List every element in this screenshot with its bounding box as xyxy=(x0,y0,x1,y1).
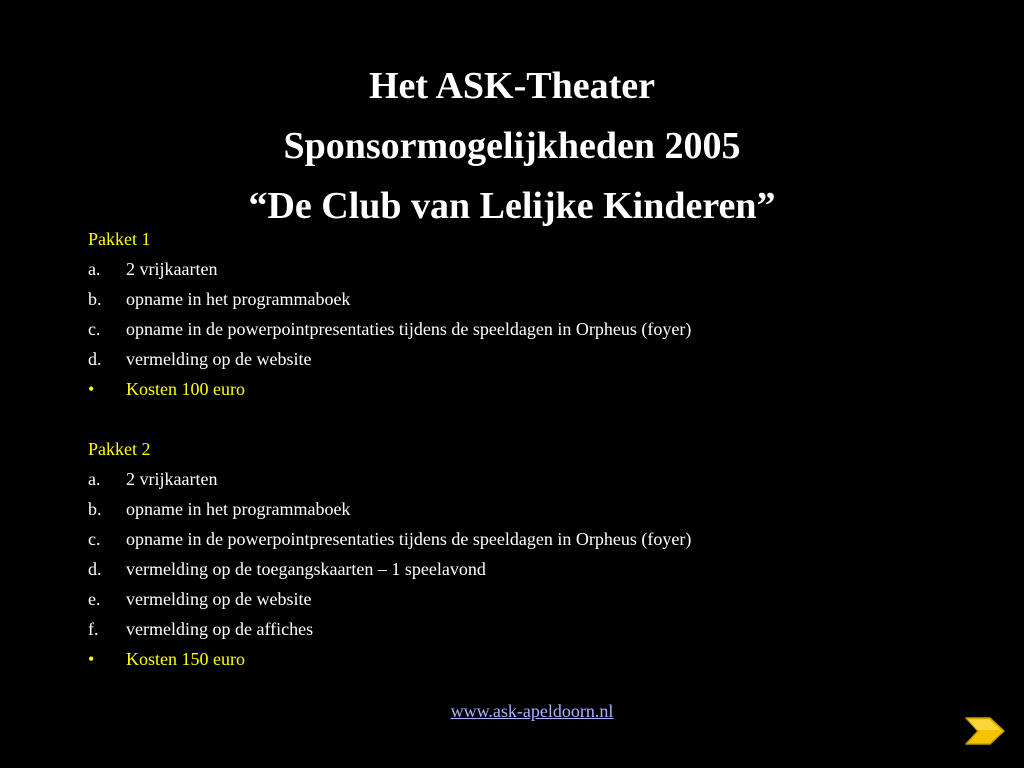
pakket-1-heading: Pakket 1 xyxy=(88,229,151,249)
website-link[interactable]: www.ask-apeldoorn.nl xyxy=(450,701,614,721)
list-marker: a. xyxy=(88,259,101,279)
pakket-1-cost xyxy=(88,374,988,404)
pakket-2-cost xyxy=(88,644,988,674)
list-item-text: opname in de powerpointpresentaties tijdens de speeldagen in Orpheus (foyer) xyxy=(126,319,692,339)
next-slide-button[interactable] xyxy=(964,716,1006,746)
list-item xyxy=(88,284,988,314)
title-line-1: Het ASK-Theater xyxy=(368,65,655,107)
list-marker: b. xyxy=(88,499,102,519)
list-item xyxy=(88,464,988,494)
list-item xyxy=(88,584,988,614)
list-item-text: 2 vrijkaarten xyxy=(126,469,218,489)
list-item xyxy=(88,614,988,644)
list-marker: b. xyxy=(88,289,102,309)
cost-text: Kosten 150 euro xyxy=(126,649,245,669)
pakket-2-heading: Pakket 2 xyxy=(88,439,151,459)
list-item xyxy=(88,314,988,344)
footer xyxy=(0,698,1024,724)
list-item-text: opname in het programmaboek xyxy=(126,289,351,309)
list-item xyxy=(88,524,988,554)
list-marker: e. xyxy=(88,589,101,609)
list-item-text: vermelding op de website xyxy=(126,589,312,609)
list-item-text: opname in de powerpointpresentaties tijdens de speeldagen in Orpheus (foyer) xyxy=(126,529,692,549)
bullet-icon: • xyxy=(88,379,95,399)
list-marker: d. xyxy=(88,349,102,369)
list-item xyxy=(88,494,988,524)
list-marker: c. xyxy=(88,529,101,549)
list-marker: a. xyxy=(88,469,101,489)
spacer xyxy=(88,404,988,434)
list-item-text: vermelding op de toegangskaarten – 1 speelavond xyxy=(126,559,486,579)
list-item-text: 2 vrijkaarten xyxy=(126,259,218,279)
list-item xyxy=(88,554,988,584)
list-marker: d. xyxy=(88,559,102,579)
slide-title xyxy=(0,56,1024,236)
list-item-text: vermelding op de website xyxy=(126,349,312,369)
list-marker: f. xyxy=(88,619,99,639)
list-marker: c. xyxy=(88,319,101,339)
list-item xyxy=(88,344,988,374)
cost-text: Kosten 100 euro xyxy=(126,379,245,399)
title-line-3: “De Club van Lelijke Kinderen” xyxy=(248,185,776,227)
list-item-text: opname in het programmaboek xyxy=(126,499,351,519)
list-item xyxy=(88,254,988,284)
slide-content xyxy=(88,224,988,674)
next-arrow-icon xyxy=(964,716,1006,746)
title-line-2: Sponsormogelijkheden 2005 xyxy=(283,125,741,167)
bullet-icon: • xyxy=(88,649,95,669)
list-item-text: vermelding op de affiches xyxy=(126,619,314,639)
